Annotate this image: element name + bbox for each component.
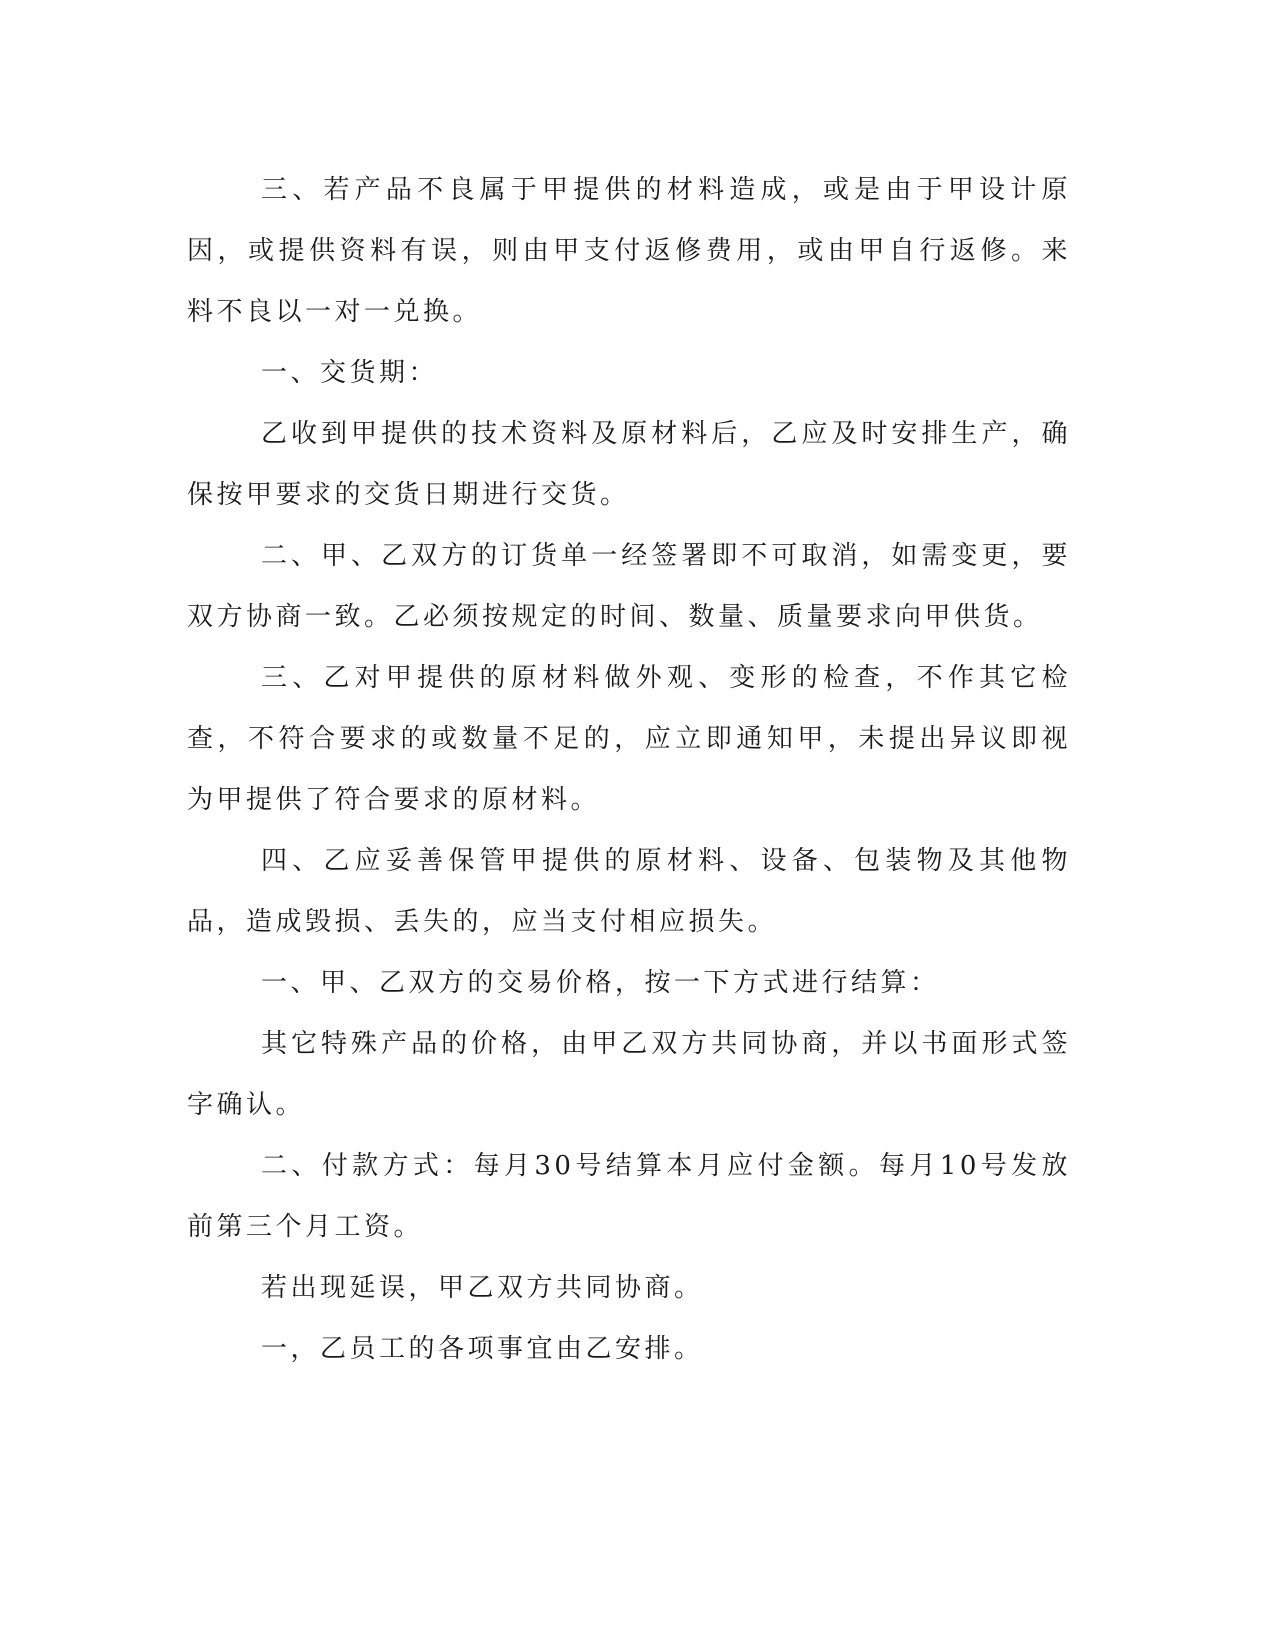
- paragraph-material-custody: 四、乙应妥善保管甲提供的原材料、设备、包装物及其他物品，造成毁损、丢失的，应当支付相应损失。: [187, 846, 1071, 937]
- paragraph-order-change: 二、甲、乙双方的订货单一经签署即不可取消，如需变更，要双方协商一致。乙必须按规定的时间、数量、质量要求向甲供货。: [187, 541, 1071, 632]
- paragraph-production-schedule: 乙收到甲提供的技术资料及原材料后，乙应及时安排生产，确保按甲要求的交货日期进行交货。: [187, 419, 1071, 510]
- paragraph-delivery-heading: 一、交货期：: [261, 358, 439, 388]
- paragraph-price-settlement: 一、甲、乙双方的交易价格，按一下方式进行结算：: [261, 968, 940, 998]
- paragraph-material-inspection: 三、乙对甲提供的原材料做外观、变形的检查，不作其它检查，不符合要求的或数量不足的，应立即通知甲，未提出异议即视为甲提供了符合要求的原材料。: [187, 663, 1071, 815]
- paragraph-defect-material: 三、若产品不良属于甲提供的材料造成，或是由于甲设计原因，或提供资料有误，则由甲支付返修费用，或由甲自行返修。来料不良以一对一兑换。: [187, 175, 1071, 327]
- paragraph-staff-arrangement: 一，乙员工的各项事宜由乙安排。: [261, 1334, 704, 1364]
- document-body: [187, 160, 1071, 1380]
- paragraph-payment-method: 二、付款方式：每月30号结算本月应付金额。每月10号发放前第三个月工资。: [187, 1151, 1071, 1242]
- paragraph-delay: 若出现延误，甲乙双方共同协商。: [261, 1273, 704, 1303]
- paragraph-special-price: 其它特殊产品的价格，由甲乙双方共同协商，并以书面形式签字确认。: [187, 1029, 1071, 1120]
